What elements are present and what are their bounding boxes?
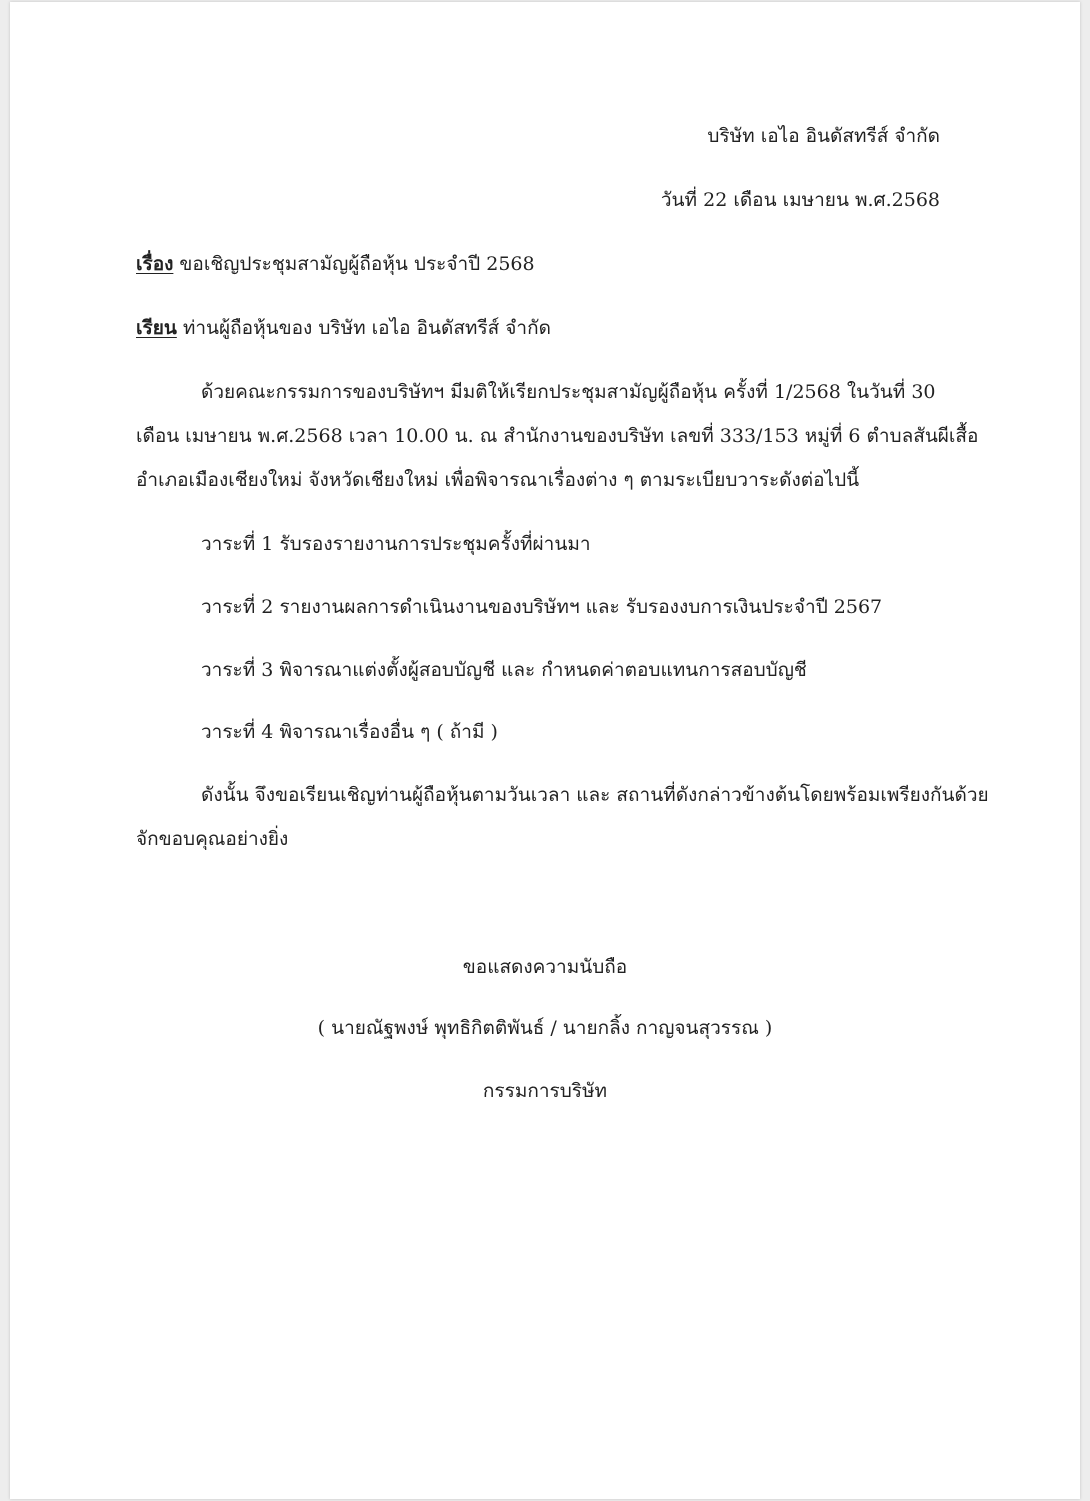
paragraph1-line3: อำเภอเมืองเชียงใหม่ จังหวัดเชียงใหม่ เพื่อพิจารณาเรื่องต่าง ๆ ตามระเบียบวาระดังต่อไปนี้ — [136, 469, 860, 491]
company-name: บริษัท เอไอ อินดัสทรีส์ จำกัด — [707, 125, 940, 147]
paragraph1-line1: ด้วยคณะกรรมการของบริษัทฯ มีมติให้เรียกประชุมสามัญผู้ถือหุ้น ครั้งที่ 1/2568 ในวันที่ 30 — [201, 381, 936, 403]
closing-line2: จักขอบคุณอย่างยิ่ง — [136, 828, 289, 850]
agenda-item-4: วาระที่ 4 พิจารณาเรื่องอื่น ๆ ( ถ้ามี ) — [201, 721, 498, 743]
subject-label: เรื่อง — [136, 253, 174, 275]
agenda-item-2: วาระที่ 2 รายงานผลการดำเนินงานของบริษัทฯ และ รับรองงบการเงินประจำปี 2567 — [201, 596, 883, 618]
recipient-label: เรียน — [136, 317, 177, 339]
recipient-line — [136, 316, 551, 340]
subject-line — [136, 252, 535, 276]
signatory-names: ( นายณัฐพงษ์ พุทธิกิตติพันธ์ / นายกลิ้ง กาญจนสุวรรณ ) — [317, 1017, 773, 1039]
agenda-item-3: วาระที่ 3 พิจารณาแต่งตั้งผู้สอบบัญชี และ กำหนดค่าตอบแทนการสอบบัญชี — [201, 659, 807, 681]
letter-page — [10, 2, 1080, 1499]
subject-text: ขอเชิญประชุมสามัญผู้ถือหุ้น ประจำปี 2568 — [173, 253, 535, 275]
recipient-text: ท่านผู้ถือหุ้นของ บริษัท เอไอ อินดัสทรีส์ จำกัด — [176, 317, 551, 339]
agenda-item-1: วาระที่ 1 รับรองรายงานการประชุมครั้งที่ผ่านมา — [201, 533, 591, 555]
closing-line1: ดังนั้น จึงขอเรียนเชิญท่านผู้ถือหุ้นตามวันเวลา และ สถานที่ดังกล่าวข้างต้นโดยพร้อมเพรียงกันด้วย — [201, 784, 989, 806]
paragraph1-line2: เดือน เมษายน พ.ศ.2568 เวลา 10.00 น. ณ สำนักงานของบริษัท เลขที่ 333/153 หมู่ที่ 6 ตำบลสันผีเสื้อ — [136, 425, 979, 447]
signatory-position: กรรมการบริษัท — [482, 1080, 608, 1102]
signature-salutation: ขอแสดงความนับถือ — [462, 956, 628, 978]
letter-date: วันที่ 22 เดือน เมษายน พ.ศ.2568 — [660, 189, 940, 211]
